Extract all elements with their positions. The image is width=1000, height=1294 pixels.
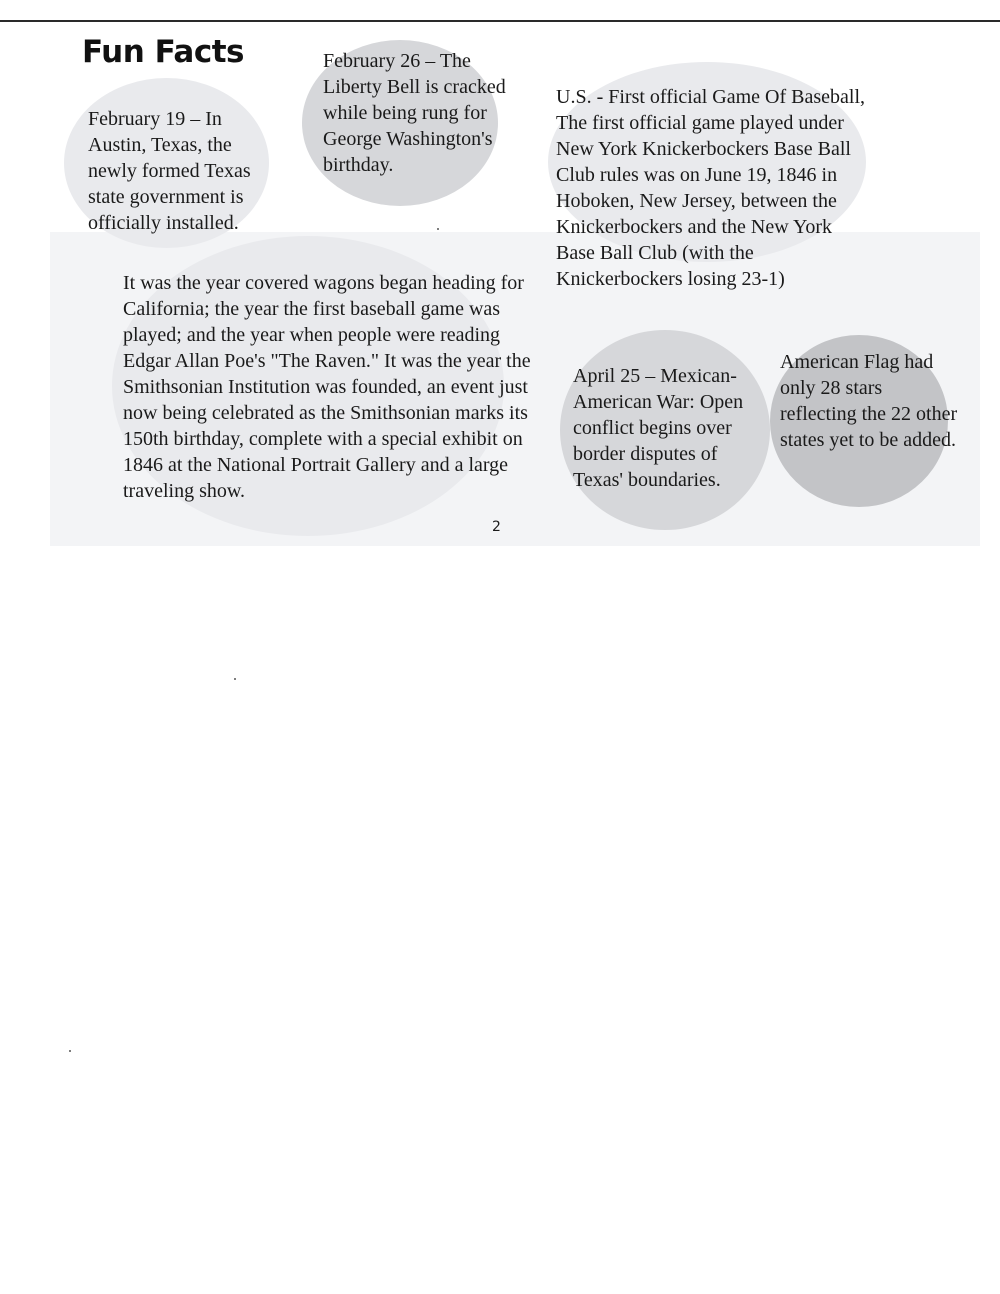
page-number: 2: [492, 519, 501, 535]
page-title: Fun Facts: [82, 34, 244, 70]
fact-baseball: U.S. - First official Game Of Baseball, The first official game played under New York Knickerbockers Base Ball Club rules was on June 19, 1846 in Hoboken, New Jersey, between the Knickerbockers and the New York Base Ball Club (with the Knickerbockers losing 23-1): [556, 86, 866, 290]
fact-april25: April 25 – Mexican-American War: Open conflict begins over border disputes of Texas' boundaries.: [573, 365, 744, 491]
fact-feb26: February 26 – The Liberty Bell is cracked while being rung for George Washington's birthday.: [323, 50, 506, 176]
top-rule: [0, 20, 1000, 22]
scan-speck: [69, 1050, 71, 1052]
fact-1846: It was the year covered wagons began heading for California; the year the first baseball game was played; and the year when people were reading Edgar Allan Poe's "The Raven." It was the year the Smithsonian Institution was founded, an event just now being celebrated as the Smithsonian marks its 150th birthday, complete with a special exhibit on 1846 at the National Portrait Gallery and a large traveling show.: [123, 272, 531, 502]
fact-feb19: February 19 – In Austin, Texas, the newly formed Texas state government is officially installed.: [88, 108, 251, 234]
scan-speck: [437, 228, 439, 230]
scan-speck: [234, 678, 236, 680]
fact-flag: American Flag had only 28 stars reflecting the 22 other states yet to be added.: [780, 351, 958, 451]
